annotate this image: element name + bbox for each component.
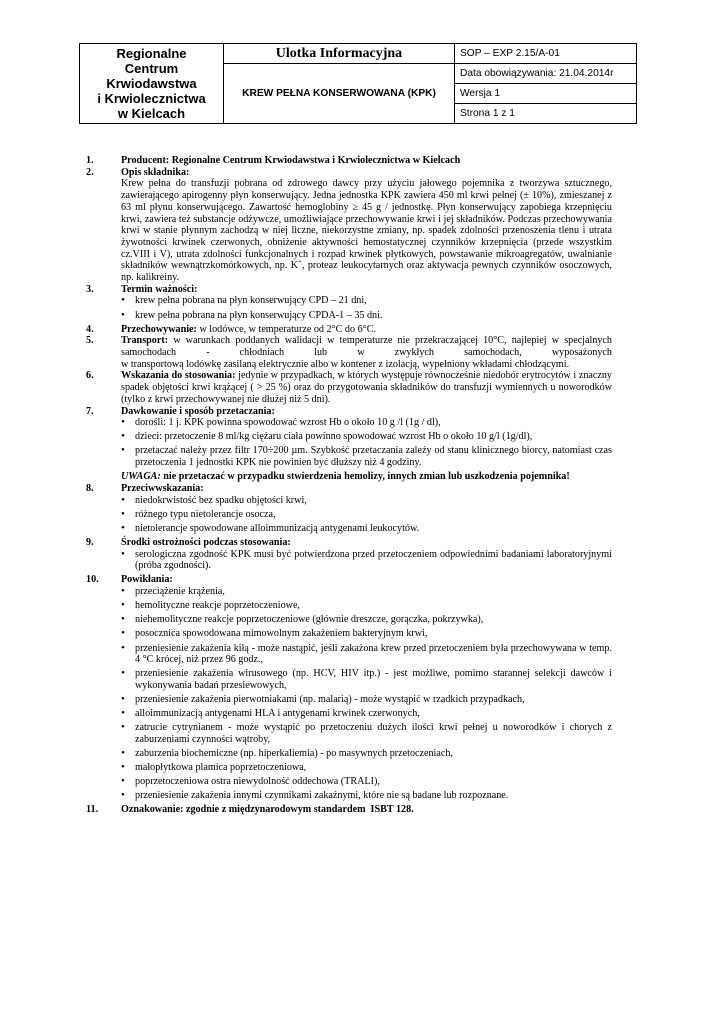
- org-line: w Kielcach: [117, 106, 186, 121]
- section-heading: Wskazania do stosowania:: [121, 370, 236, 382]
- document-header-table: [79, 43, 637, 124]
- document-title: Ulotka Informacyjna: [224, 44, 455, 64]
- section-number: 6.: [86, 370, 94, 382]
- list-item: • przeniesienie zakażenia kiłą - może nastąpić, jeśli zakażona krew przed przetoczeniem była przechowywana w temp. 4 °C krócej, niż przez 96 godz.,: [121, 643, 612, 666]
- org-line: i Krwiolecznictwa: [97, 91, 206, 106]
- section-description: [86, 167, 612, 284]
- producer-text: Producent: Regionalne Centrum Krwiodawstwa i Krwiolecznictwa w Kielcach: [121, 155, 461, 166]
- warning-note: [121, 471, 612, 483]
- document-version: Wersja 1: [455, 84, 637, 104]
- section-precautions: [86, 537, 612, 572]
- list-item: • różnego typu nietolerancje osocza,: [121, 509, 612, 521]
- organization-name: [80, 44, 224, 124]
- description-paragraph: [121, 178, 612, 283]
- list-item: • dorośli: 1 j. KPK powinna spowodować wzrost Hb o około 10 g /l (1g / dl),: [121, 417, 612, 429]
- list-item: • poprzetoczeniowa ostra niewydolność oddechowa (TRALI),: [121, 776, 612, 788]
- list-item: • krew pełna pobrana na płyn konserwujący CPD – 21 dni,: [121, 295, 612, 307]
- section-number: 8.: [86, 482, 94, 494]
- document-code: SOP – EXP 2.15/A-01: [455, 44, 637, 64]
- labeling-text: Oznakowanie: zgodnie z międzynarodowym standardem ISBT 128.: [121, 804, 414, 816]
- warning-text: nie przetaczać w przypadku stwierdzenia hemolizy, innych zmian lub uszkodzenia pojemnika!: [160, 471, 570, 483]
- document-subtitle: KREW PEŁNA KONSERWOWANA (KPK): [224, 64, 455, 124]
- section-contraindications: [86, 483, 612, 535]
- list-item: • hemolityczne reakcje poprzetoczeniowe,: [121, 600, 612, 612]
- section-transport: [86, 335, 612, 370]
- section-storage: [86, 324, 612, 336]
- section-heading: Przeciwwskazania:: [121, 482, 204, 494]
- section-indications: [86, 370, 612, 405]
- section-heading: Opis składnika:: [121, 166, 190, 178]
- list-item: • zaburzenia biochemiczne (np. hiperkaliemia) - po masywnych przetoczeniach,: [121, 748, 612, 760]
- list-item: • zatrucie cytrynianem - może wystąpić po przetoczeniu dużych ilości krwi pełnej u noworodków i chorych z zaburzeniami czynności wątroby,: [121, 722, 612, 745]
- indications-text: jedynie w przypadkach, w których występuje równocześnie niedobór erytrocytów i znaczny spadek objętości krwi krążącej ( > 25 %) oraz do przygotowania składników do transfuzji wymiennych u noworodków (tylko z krwi przechowywanej nie dłużej niż 5 dni).: [121, 370, 612, 405]
- list-item: • niedokrwistość bez spadku objętości krwi,: [121, 495, 612, 507]
- section-dosage: [86, 406, 612, 483]
- section-number: 9.: [86, 536, 94, 548]
- list-item: • dzieci: przetoczenie 8 ml/kg ciężaru ciała powinno spowodować wzrost Hb o około 10 g/l (1g/dl),: [121, 431, 612, 443]
- list-item: • przeniesienie zakażenia wirusowego (np. HCV, HIV itp.) - jest możliwe, pomimo starannej selekcji dawców i wykonywania badań przesiewowych,: [121, 668, 612, 691]
- section-number: 11.: [86, 804, 99, 816]
- section-labeling: [86, 804, 612, 816]
- section-heading: Powikłania:: [121, 574, 173, 586]
- section-heading: Dawkowanie i sposób przetaczania:: [121, 405, 275, 417]
- document-body: [86, 155, 612, 816]
- list-item: • przetaczać należy przez filtr 170÷200 µm. Szybkość przetaczania zależy od stanu klinicznego biorcy, natomiast czas przetoczenia 1 jednostki KPK nie powinien być dłuższy niż 4 godziny.: [121, 445, 612, 468]
- valid-from-date: Data obowiązywania: 21.04.2014r: [455, 64, 637, 84]
- section-heading: Środki ostrożności podczas stosowania:: [121, 536, 291, 548]
- transport-text: w warunkach poddanych walidacji w temperaturze nie przekraczającej 10°C, najlepiej w specjalnych samochodach - chłodniach lub w zwykłych samochodach, wyposażonych: [121, 335, 612, 359]
- list-item: • niehemolityczne reakcje poprzetoczeniowe (głównie dreszcze, gorączka, pokrzywka),: [121, 614, 612, 626]
- list-item: • alloimmunizacją antygenami HLA i antygenami krwinek czerwonych,: [121, 708, 612, 720]
- section-number: 1.: [86, 155, 94, 166]
- section-number: 4.: [86, 323, 94, 335]
- org-line: Centrum: [124, 61, 179, 76]
- indications-paragraph: [121, 370, 612, 405]
- superscript: +: [298, 257, 302, 266]
- section-expiry: [86, 284, 612, 322]
- section-complications: [86, 574, 612, 802]
- section-heading: Termin ważności:: [121, 283, 198, 295]
- org-line: Regionalne: [116, 46, 187, 61]
- transport-text-continued: w transportową lodówkę zasilaną elektrycznie albo w kontener z izolacją, wypełniony wkładami chłodzącymi.: [121, 358, 570, 370]
- page-number: Strona 1 z 1: [455, 104, 637, 124]
- section-producer: [86, 155, 612, 167]
- org-line: Krwiodawstwa: [106, 76, 197, 91]
- section-number: 7.: [86, 405, 94, 417]
- list-item: • krew pełna pobrana na płyn konserwujący CPDA-1 – 35 dni.: [121, 310, 612, 322]
- list-item: • nietolerancje spowodowane alloimmunizacją antygenami leukocytów.: [121, 523, 612, 535]
- section-number: 2.: [86, 166, 94, 178]
- warning-label: UWAGA:: [121, 471, 161, 483]
- section-number: 10.: [86, 574, 99, 586]
- list-item: • serologiczna zgodność KPK musi być potwierdzona przed przetoczeniem odpowiednimi badaniami laboratoryjnymi (próba zgodności).: [121, 549, 612, 572]
- list-item: • przeniesienie zakażenia pierwotniakami (np. malarią) - może wystąpić w rzadkich przypadkach,: [121, 694, 612, 706]
- transport-paragraph: [121, 335, 612, 358]
- section-number: 3.: [86, 283, 94, 295]
- list-item: • przeciążenie krążenia,: [121, 586, 612, 598]
- list-item: • posocznica spowodowana mimowolnym zakażeniem bakteryjnym krwi,: [121, 628, 612, 640]
- section-heading: Przechowywanie:: [121, 323, 197, 335]
- section-number: 5.: [86, 335, 94, 347]
- description-text: Krew pełna do transfuzji pobrana od zdrowego dawcy przy użyciu jałowego pojemnika z tworzywa sztucznego, zawierającego apirogenny płyn konserwujący. Jedna jednostka KPK zawiera 450 ml krwi pełnej (± 10%), zmieszanej z 63 ml płynu konserwującego. Zawartość hemoglobiny ≥ 45 g / jednostkę. Płyn konserwujący zapobiega krzepnięciu krwi, zawiera też substancje odżywcze, umożliwiające przechowywanie krwi i jej składników. Podczas przechowywania krwi w stanie płynnym zachodzą w niej liczne, niekorzystne zmiany, np. spadek zdolności przenoszenia tlenu i utrata żywotności krwinek czerwonych, obniżenie aktywności hemostatycznej czynników krzepnięcia (przede wszystkim cz.VIII i V), utrata zdolności funkcjonalnych i rozpad krwinek płytkowych, powstawanie mikroagregatów, uwalnianie składników wewnątrzkomórkowych, np. K: [121, 178, 612, 272]
- list-item: • przeniesienie zakażenia innymi czynnikami zakaźnymi, które nie są badane lub rozpoznane.: [121, 790, 612, 802]
- section-heading: Transport:: [121, 335, 169, 347]
- description-text-end: , proteaz leukocytarnych oraz aktywacja pewnych czynników osoczowych, np. kalikreiny.: [121, 260, 613, 284]
- list-item: • małopłytkowa plamica poprzetoczeniowa,: [121, 762, 612, 774]
- storage-text: w lodówce, w temperaturze od 2°C do 6°C.: [196, 323, 376, 335]
